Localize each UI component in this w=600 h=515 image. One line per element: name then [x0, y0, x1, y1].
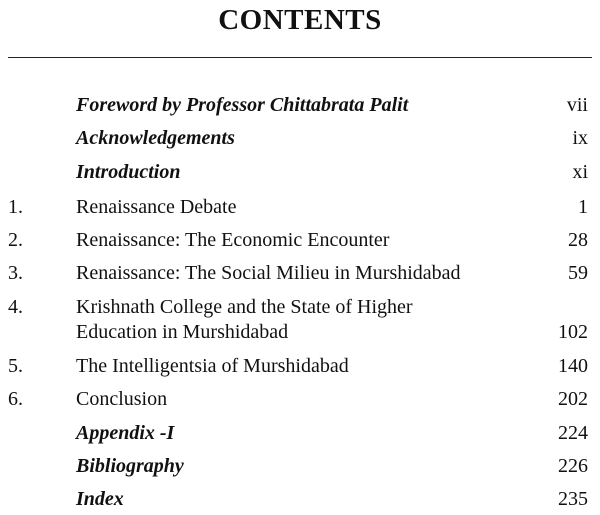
toc-entry-page: ix	[572, 127, 588, 149]
toc-entry-label: Foreword by Professor Chittabrata Palit	[76, 94, 409, 116]
toc-entry-page: 235	[558, 488, 588, 510]
toc-entry-label: Acknowledgements	[76, 127, 235, 149]
toc-entry-label: Bibliography	[76, 455, 184, 477]
chapter-number: 4.	[8, 296, 23, 318]
toc-entry-page: 224	[558, 422, 588, 444]
page-title: CONTENTS	[218, 4, 382, 36]
toc-entry-label: The Intelligentsia of Murshidabad	[76, 355, 349, 377]
toc-entry-label: Conclusion	[76, 388, 168, 410]
toc-entry-page: 140	[558, 355, 588, 377]
toc-entry-page: vii	[566, 94, 588, 116]
chapter-number: 1.	[8, 196, 23, 218]
toc-entry-label: Appendix -I	[76, 422, 175, 444]
toc-entry-label: Renaissance Debate	[76, 196, 237, 218]
toc-entry-page: 226	[558, 455, 588, 477]
toc-entry-label-line-1: Krishnath College and the State of Higher	[76, 296, 413, 318]
toc-entry-label: Renaissance: The Economic Encounter	[76, 229, 390, 251]
toc-entry-page: 1	[578, 196, 588, 218]
toc-entry-chapter-4[interactable]	[0, 295, 600, 345]
chapter-number: 5.	[8, 355, 23, 377]
toc-entry-page: 28	[568, 229, 588, 251]
chapter-number: 6.	[8, 388, 23, 410]
toc-entry-page: 202	[558, 388, 588, 410]
title-divider	[8, 57, 592, 58]
toc-entry-label: Renaissance: The Social Milieu in Murshidabad	[76, 262, 461, 284]
chapter-number: 3.	[8, 262, 23, 284]
toc-entry-page: xi	[572, 161, 588, 183]
toc-entry-page: 102	[558, 321, 588, 343]
toc-entry-label: Introduction	[76, 161, 181, 183]
toc-entry-page: 59	[568, 262, 588, 284]
toc-entry-label: Index	[76, 488, 124, 510]
chapter-number: 2.	[8, 229, 23, 251]
toc-entry-label-line-2: Education in Murshidabad	[76, 321, 289, 343]
